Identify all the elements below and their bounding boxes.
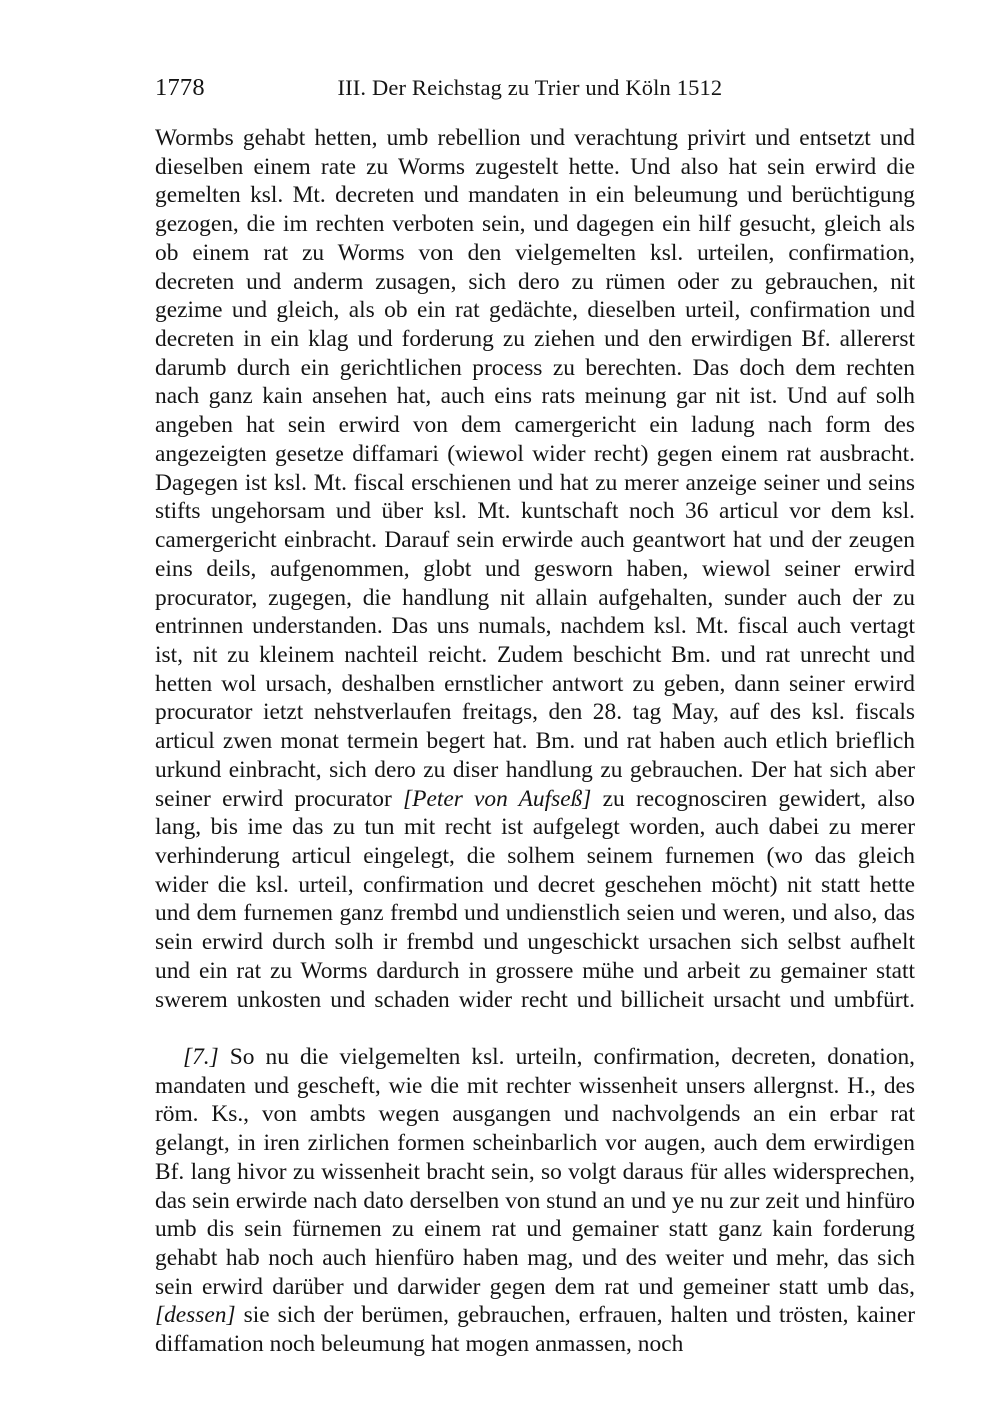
page-number: 1778 — [155, 74, 205, 101]
body-text — [155, 124, 915, 1359]
paragraph: [7.] So nu die vielgemelten ksl. urteiln, confirmation, decreten, donation, mandaten und gescheft, wie die mit rechter wissenheit unsers allergnst. H., des röm. Ks., von ambts wegen ausgangen und nachvolgends an ein erbar rat gelangt, in iren zirlichen formen scheinbarlich vor augen, auch dem erwirdigen Bf. lang hivor zu wissenheit bracht sein, so volgt daraus für alles widersprechen, das sein erwirde nach dato derselben von stund an und ye nu zur zeit und hinfüro umb dis sein fürnemen zu einem rat und gemainer statt ganz kain forderung gehabt hab noch auch hienfüro haben mag, und des weiter und mehr, das sich sein erwird darüber und darwider gegen dem rat und gemeiner statt umb das, [dessen] sie sich der berümen, gebrauchen, erfrauen, halten und trösten, kainer diffamation noch beleumung hat mogen anmassen, noch — [155, 1044, 915, 1358]
running-title: III. Der Reichstag zu Trier und Köln 1512 — [337, 75, 723, 100]
editorial-insertion: [Peter von Aufseß] — [403, 785, 592, 812]
running-head — [155, 74, 913, 104]
editorial-insertion: [7.] — [183, 1044, 219, 1070]
paragraph: Wormbs gehabt hetten, umb rebellion und verachtung privirt und entsetzt und dieselben einem rate zu Worms zugestelt hette. Und also hat sein erwird die gemelten ksl. Mt. decreten und mandaten in ein beleumung und berüchtigung gezogen, die im rechten verboten sein, und dagegen ein hilf gesucht, gleich als ob einem rat zu Worms von den vielgemelten ksl. urteilen, confirmation, decreten und anderm zusagen, sich dero zu rümen oder zu gebrauchen, nit gezime und gleich, als ob ein rat gedächte, dieselben urteil, confirmation und decreten in ein klag und forderung zu ziehen und den erwirdigen Bf. allererst darumb durch ein gerichtlichen process zu berechten. Das doch dem rechten nach ganz kain ansehen hat, auch eins rats meinung gar nit ist. Und auf solh angeben hat sein erwird von dem camergericht ein ladung nach form des angezeigten gesetze diffamari (wiewol wider recht) gegen einem rat ausbracht. Dagegen ist ksl. Mt. fiscal erschienen und hat zu merer anzeige seiner und seins stifts ungehorsam und über ksl. Mt. kuntschaft noch 36 articul vor dem ksl. camergericht einbracht. Darauf sein erwirde auch geantwort hat und der zeugen eins deils, aufgenommen, globt und gesworn haben, wiewol seiner erwird procurator, zugegen, die handlung nit allain aufgehalten, sunder auch der zu entrinnen understanden. Das uns numals, nachdem ksl. Mt. fiscal auch vertagt ist, nit zu kleinem nachteil reicht. Zudem beschicht Bm. und rat unrecht und hetten wol ursach, deshalben ernstlicher antwort zu geben, dann seiner erwird procurator ietzt nehstverlaufen freitags, den 28. tag May, auf des ksl. fiscals articul zwen monat termein begert hat. Bm. und rat haben auch etlich brieflich urkund einbracht, sich dero zu diser handlung zu gebrauchen. Der hat sich aber seiner erwird procurator [Peter von Aufseß] zu recognosciren gewidert, also lang, bis ime das zu tun mit recht ist aufgelegt worden, auch dabei zu merer verhinderung articul eingelegt, die solhem seinem furnemen (wo das gleich wider die ksl. urteil, confirmation und decret geschehen möcht) nit statt hette und dem furnemen ganz frembd und undienstlich seien und weren, und also, das sein erwird durch solh ir frembd und ungeschickt ursachen sich selbst aufhelt und ein rat zu Worms dardurch in grossere mühe und arbeit zu gemainer statt swerem unkosten und schaden wider recht und billicheit ursacht und umbfürt. — [155, 125, 915, 1013]
editorial-insertion: [dessen] — [155, 1302, 236, 1329]
